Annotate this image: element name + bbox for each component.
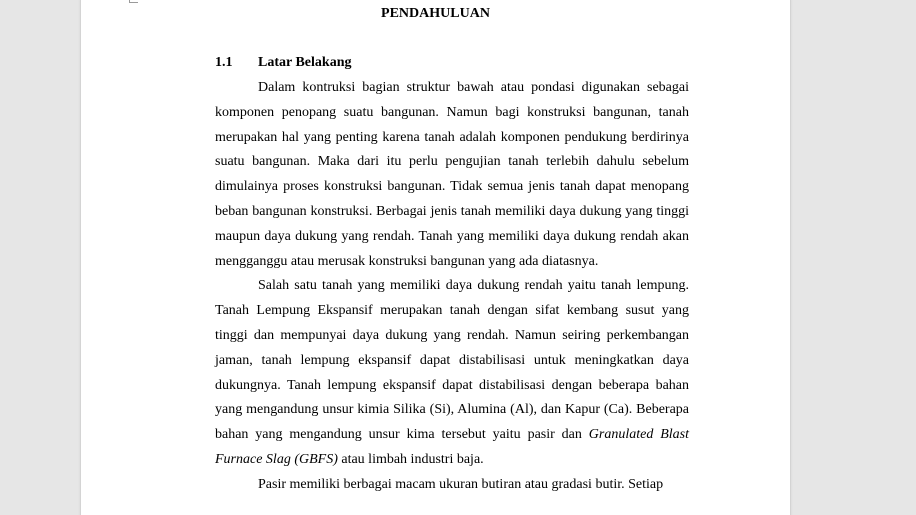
section-title: Latar Belakang: [258, 55, 352, 70]
section-heading: [215, 54, 351, 72]
section-number: 1.1: [215, 55, 233, 70]
document-page[interactable]: [81, 0, 790, 515]
paragraph-text: atau limbah industri baja.: [337, 451, 484, 467]
page-corner-mark: [129, 0, 138, 3]
paragraph: Pasir memiliki berbagai macam ukuran butiran atau gradasi butir. Setiap: [258, 476, 664, 492]
chapter-title: PENDAHULUAN: [381, 6, 490, 21]
paragraph: Dalam kontruksi bagian struktur bawah atau pondasi digunakan sebagai komponen penopang suatu bangunan. Namun bagi konstruksi bangunan, tanah merupakan hal yang penting karena tanah adalah komponen pendukung berdirinya suatu bangunan. Maka dari itu perlu pengujian tanah terlebih dahulu sebelum dimulainya proses konstruksi bangunan. Tidak semua jenis tanah dapat menopang beban bangunan konstruksi. Berbagai jenis tanah memiliki daya dukung yang tinggi maupun daya dukung yang rendah. Tanah yang memiliki daya dukung rendah akan mengganggu atau merusak konstruksi bangunan yang ada diatasnya.: [215, 80, 689, 269]
paragraph: [215, 274, 689, 472]
italic-term: Granulated Blast Furnace Slag (GBFS): [215, 427, 689, 467]
paragraph-text: Salah satu tanah yang memiliki daya dukung rendah yaitu tanah lempung. Tanah Lempung Ekspansif merupakan tanah dengan sifat kembang susut yang tinggi dan mempunyai daya dukung yang rendah. Namun seiring perkembangan jaman, tanah lempung ekspansif dapat distabilisasi untuk meningkatkan daya dukungnya. Tanah lempung ekspansif dapat distabilisasi dengan beberapa bahan yang mengandung unsur kimia Silika (Si), Alumina (Al), dan Kapur (Ca). Beberapa bahan yang mengandung unsur kima tersebut yaitu pasir dan: [215, 278, 689, 443]
body-text: [215, 76, 689, 498]
